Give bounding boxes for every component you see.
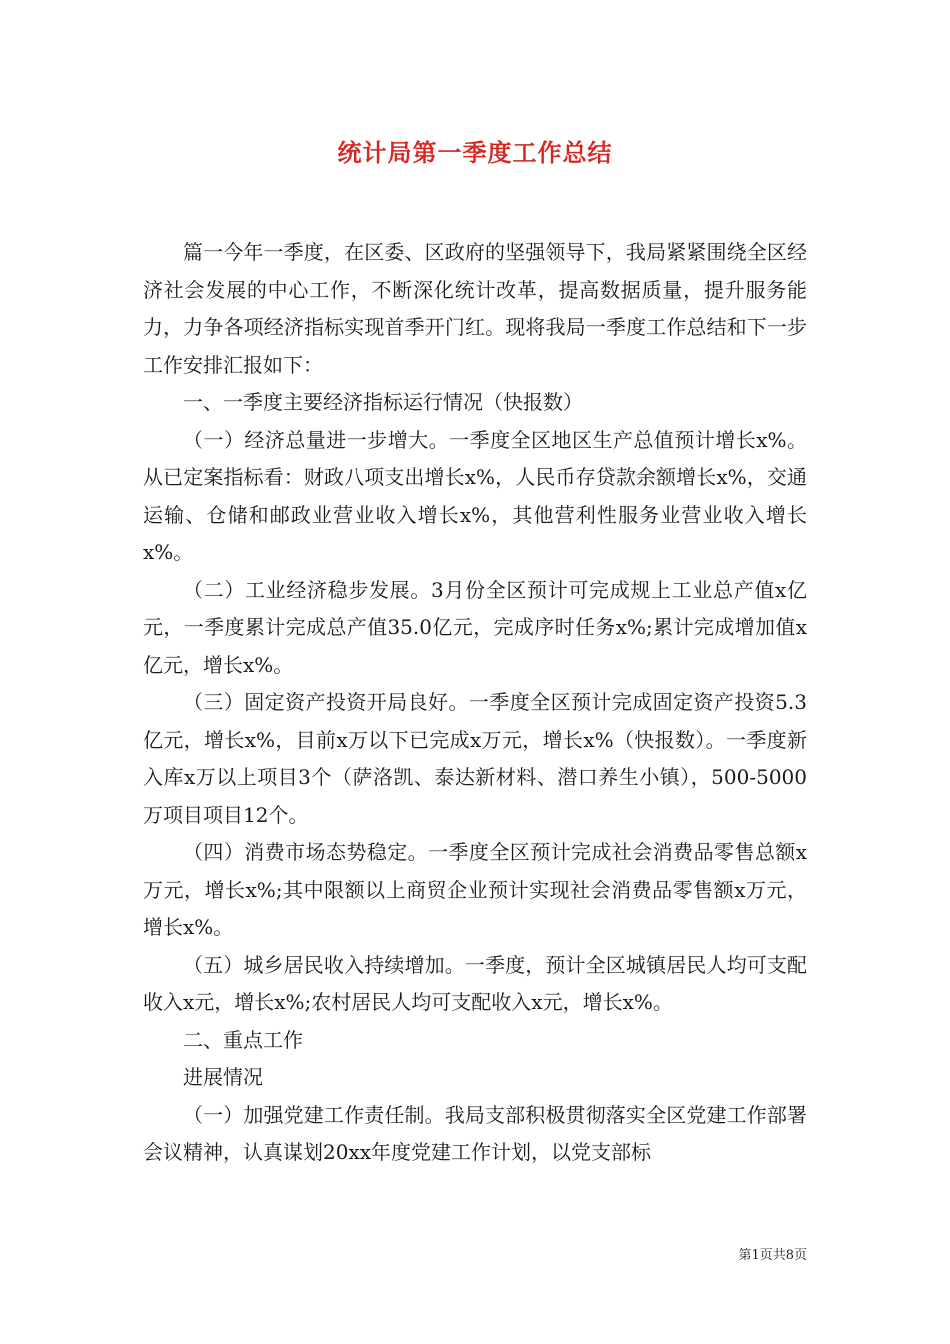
paragraph-investment: （三）固定资产投资开局良好。一季度全区预计完成固定资产投资5.3亿元，增长x%，目前x万以下已完成x万元，增长x%（快报数）。一季度新入库x万以上项目3个（萨洛凯、泰达新材料、潜口养生小镇），500-5000万项目项目12个。 — [143, 690, 807, 827]
paragraph-intro: 篇一今年一季度，在区委、区政府的坚强领导下，我局紧紧围绕全区经济社会发展的中心工作，不断深化统计改革，提高数据质量，提升服务能力，力争各项经济指标实现首季开门红。现将我局一季度工作总结和下一步工作安排汇报如下： — [143, 240, 807, 377]
paragraph-income: （五）城乡居民收入持续增加。一季度，预计全区城镇居民人均可支配收入x元，增长x%;农村居民人均可支配收入x元，增长x%。 — [143, 952, 807, 1014]
paragraph-party-building: （一）加强党建工作责任制。我局支部积极贯彻落实全区党建工作部署会议精神，认真谋划20xx年度党建工作计划，以党支部标 — [143, 1102, 807, 1164]
paragraph-economy-total: （一）经济总量进一步增大。一季度全区地区生产总值预计增长x%。从已定案指标看：财政八项支出增长x%，人民币存贷款余额增长x%，交通运输、仓储和邮政业营业收入增长x%，其他营利性服务业营业收入增长x%。 — [143, 427, 807, 564]
paragraph-industry: （二）工业经济稳步发展。3月份全区预计可完成规上工业总产值x亿元，一季度累计完成总产值35.0亿元，完成序时任务x%;累计完成增加值x亿元，增长x%。 — [143, 577, 807, 677]
paragraph-consumption: （四）消费市场态势稳定。一季度全区预计完成社会消费品零售总额x万元，增长x%;其中限额以上商贸企业预计实现社会消费品零售额x万元，增长x%。 — [143, 840, 807, 939]
section-heading-2: 二、重点工作 — [183, 1027, 303, 1052]
subheading-progress: 进展情况 — [183, 1065, 263, 1089]
document-body — [143, 234, 807, 1172]
page-number-footer: 第1页共8页 — [738, 1248, 807, 1263]
section-heading-1: 一、一季度主要经济指标运行情况（快报数） — [183, 390, 583, 414]
document-title: 统计局第一季度工作总结 — [337, 138, 613, 167]
